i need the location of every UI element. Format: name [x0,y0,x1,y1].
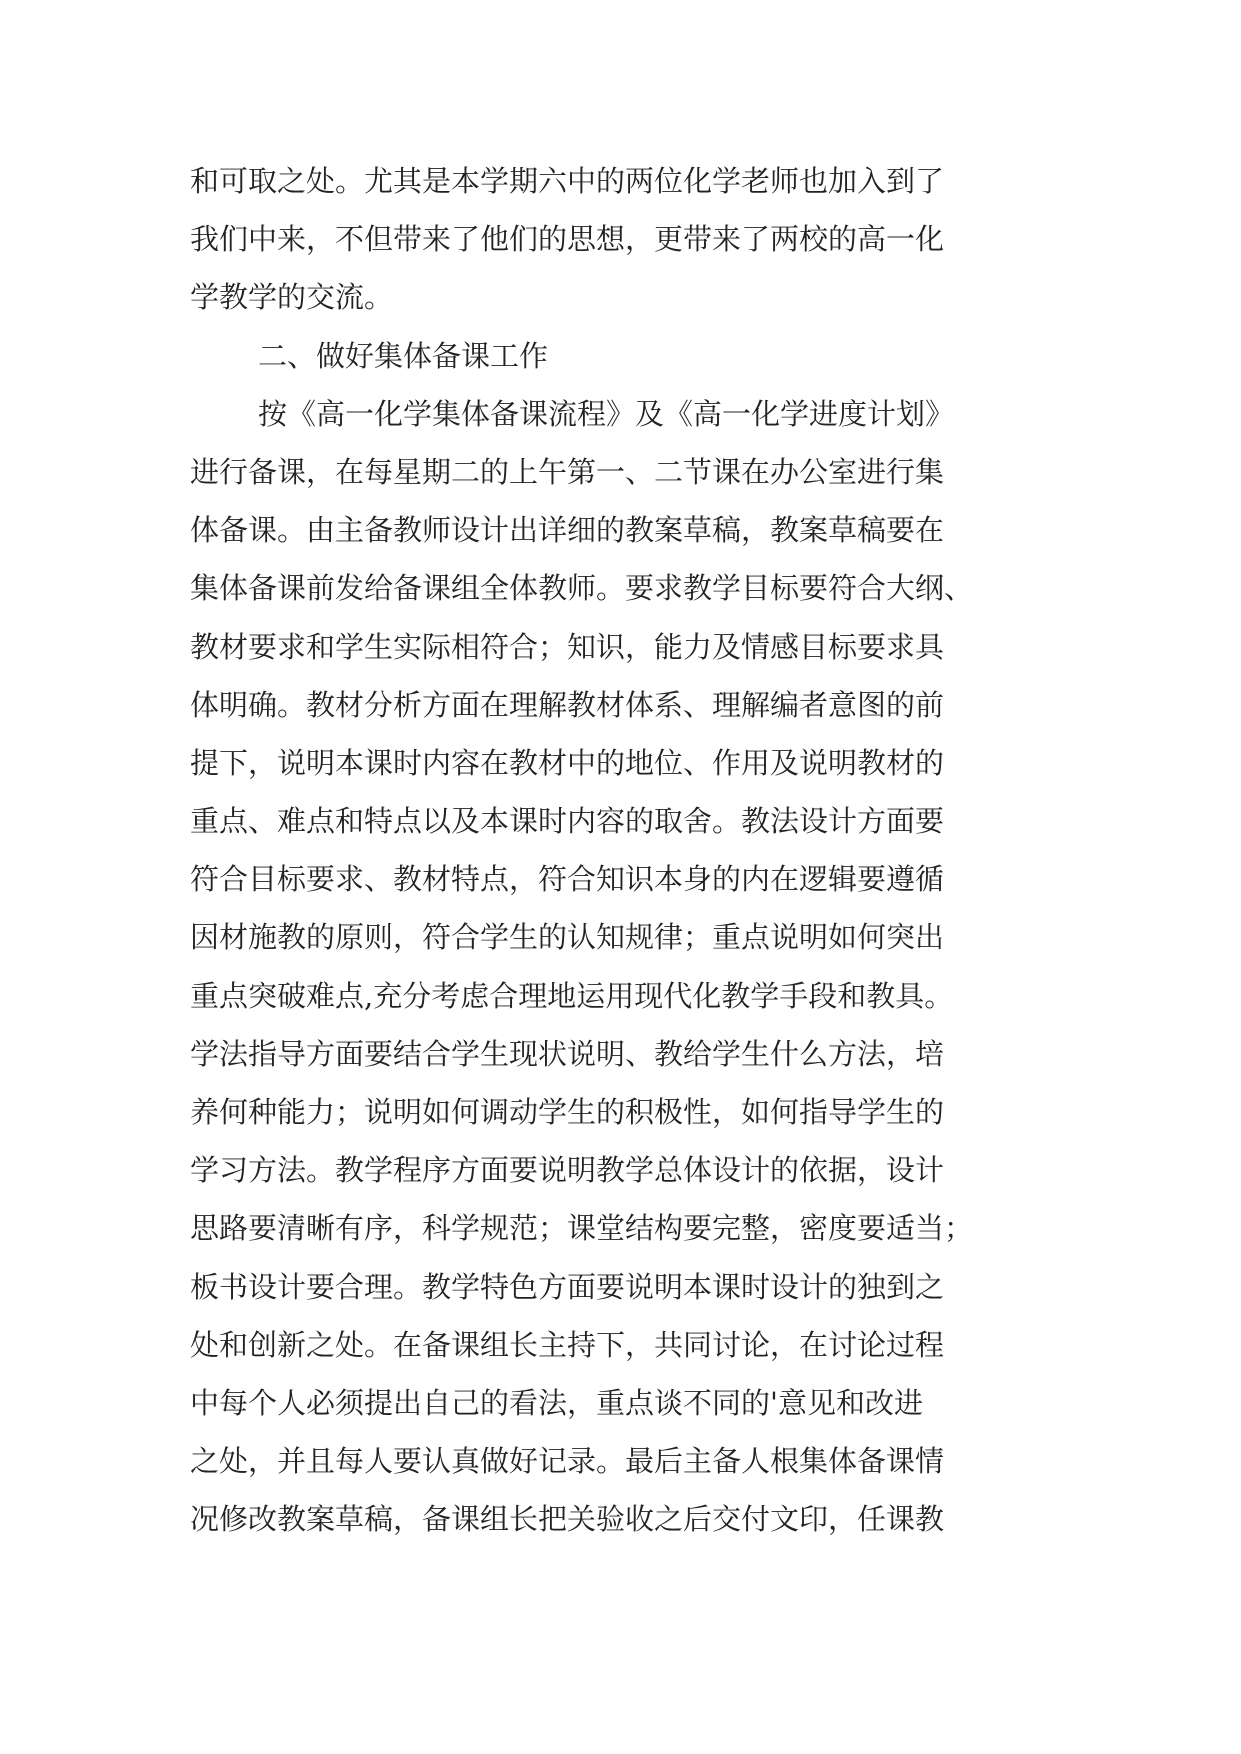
text-line: 因材施教的原则，符合学生的认知规律；重点说明如何突出 [190,920,945,955]
text-line: 中每个人必须提出自己的看法，重点谈不同的'意见和改进 [190,1385,923,1420]
section-heading: 二、做好集体备课工作 [258,338,549,373]
text-line: 况修改教案草稿，备课组长把关验收之后交付文印，任课教 [190,1502,945,1537]
text-line: 学法指导方面要结合学生现状说明、教给学生什么方法，培 [190,1036,945,1071]
text-line: 进行备课，在每星期二的上午第一、二节课在办公室进行集 [190,454,945,489]
text-line: 学习方法。教学程序方面要说明教学总体设计的依据，设计 [190,1153,945,1188]
text-line: 养何种能力；说明如何调动学生的积极性，如何指导学生的 [190,1095,945,1129]
text-line: 提下，说明本课时内容在教材中的地位、作用及说明教材的 [190,745,945,780]
text-line: 重点、难点和特点以及本课时内容的取舍。教法设计方面要 [190,804,945,839]
document-body [190,152,1050,1549]
text-line: 我们中来，不但带来了他们的思想，更带来了两校的高一化 [190,222,945,257]
text-line: 学教学的交流。 [190,280,394,315]
text-line: 集体备课前发给备课组全体教师。要求教学目标要符合大纲、 [190,571,974,606]
text-line: 重点突破难点,充分考虑合理地运用现代化教学手段和教具。 [190,978,954,1013]
text-line: 教材要求和学生实际相符合；知识，能力及情感目标要求具 [190,629,945,664]
text-line: 处和创新之处。在备课组长主持下，共同讨论，在讨论过程 [190,1327,945,1362]
text-line: 符合目标要求、教材特点，符合知识本身的内在逻辑要遵循 [190,862,945,897]
text-line: 板书设计要合理。教学特色方面要说明本课时设计的独到之 [190,1269,945,1304]
text-line: 体备课。由主备教师设计出详细的教案草稿，教案草稿要在 [190,513,945,548]
text-line: 之处，并且每人要认真做好记录。最后主备人根集体备课情 [190,1444,945,1479]
text-line: 按《高一化学集体备课流程》及《高一化学进度计划》 [258,396,955,431]
text-line: 和可取之处。尤其是本学期六中的两位化学老师也加入到了 [190,164,945,198]
text-line: 体明确。教材分析方面在理解教材体系、理解编者意图的前 [190,687,945,722]
text-line: 思路要清晰有序，科学规范；课堂结构要完整，密度要适当； [190,1211,974,1246]
